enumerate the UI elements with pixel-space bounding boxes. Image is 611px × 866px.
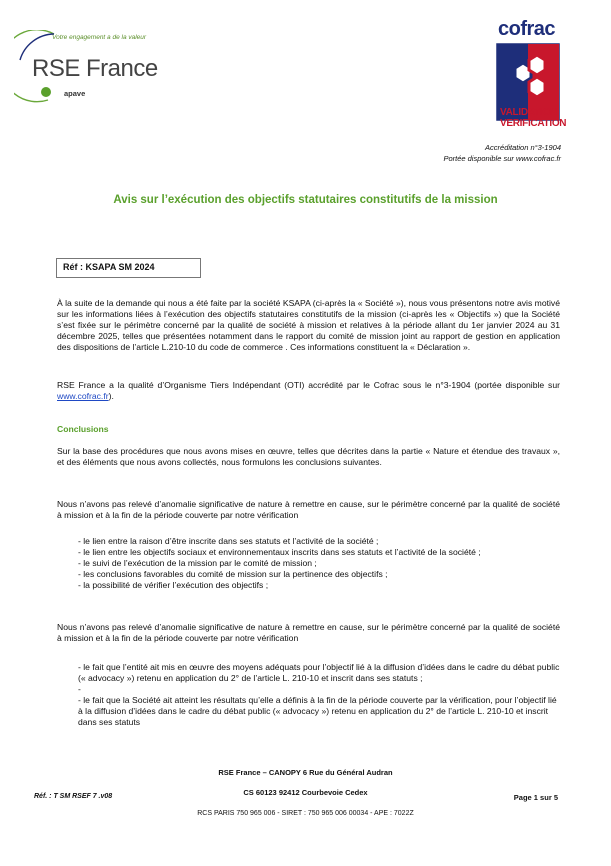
list-item: - la possibilité de vérifier l’exécution des objectifs ; [78,580,269,590]
cofrac-link[interactable]: www.cofrac.fr [57,391,109,401]
list-item: - le fait que l’entité ait mis en œuvre des moyens adéquats pour l’objectif lié à la diffusion d’idées dans le cadre du débat public (« advocacy ») retenu en application du 2° de l’article L. 210-10 et inscrit dans ses statuts ; [78,662,560,683]
conclusions-heading: Conclusions [57,424,109,434]
intro-paragraph: À la suite de la demande qui nous a été faite par la société KSAPA (ci-après la « Société »), nous vous présentons notre avis motivé sur les informations liées à l’exécution des objectifs statutaires constitutifs de la mission (ci-après les « Objectifs ») que la Société s’est fixée sur le périmètre concerné par la qualité de société à mission et relatives à la période allant du 1er janvier 2024 au 31 décembre 2025, telles que présentées notamment dans le rapport du comité de mission joint au rapport de gestion en application des dispositions de l’article L.210-10 du code de commerce . Ces informations constituent la « Déclaration ». [57,298,560,352]
logo-name: RSE France [32,55,158,82]
cofrac-validation-verification [500,107,566,129]
footer-rcs: RCS PARIS 750 965 006 - SIRET : 750 965 006 00034 - APE : 7022Z [197,810,414,817]
findings-list-2 [78,662,560,728]
logo-apave: apave [64,89,86,98]
conclusions-paragraph: Sur la base des procédures que nous avons mises en œuvre, telles que décrites dans la partie « Nature et étendue des travaux », et des éléments que nous avons collectés, nous formulons les conclusions suivantes. [57,446,560,467]
accreditation-portee: Portée disponible sur www.cofrac.fr [443,154,561,163]
oti-text: RSE France a la qualité d’Organisme Tiers Indépendant (OTI) accrédité par le Cofrac sous le n°3-1904 (portée disponible sur [57,380,560,390]
reference-box: Réf : KSAPA SM 2024 [56,258,201,278]
page-number: Page 1 sur 5 [513,793,558,802]
footer-address: RSE France – CANOPY 6 Rue du Général Audran [218,768,393,777]
list-item: - le suivi de l’exécution de la mission par le comité de mission ; [78,558,317,568]
cofrac-verification: VERIFICATION [500,118,567,129]
document-title: Avis sur l’exécution des objectifs statutaires constitutifs de la mission [113,194,498,206]
logo-tagline: Votre engagement a de la valeur [52,34,147,41]
cofrac-validation: VALIDATION [500,107,557,118]
list-item: - le lien entre les objectifs sociaux et environnementaux inscrits dans ses statuts et l’activité de la société ; [78,547,481,557]
footer-postal: CS 60123 92412 Courbevoie Cedex [243,788,368,797]
list-item: - le lien entre la raison d’être inscrite dans ses statuts et l’activité de la société ; [78,536,379,546]
cofrac-name: cofrac [498,18,556,40]
oti-text-end: ). [108,391,114,401]
no-anomaly-paragraph-2: Nous n’avons pas relevé d’anomalie significative de nature à remettre en cause, sur le périmètre concerné par la qualité de société à mission et à la fin de la période couverte par notre vérification [57,622,560,643]
accreditation-note [443,142,561,164]
footer-ref: Réf. : T SM RSEF 7 .v08 [34,793,113,800]
list-item: - les conclusions favorables du comité de mission sur la pertinence des objectifs ; [78,569,388,579]
list-item: - le fait que la Société ait atteint les résultats qu’elle a définis à la fin de la période couverte par la vérification, pour l’objectif lié à la diffusion d’idées dans le cadre du débat public (« advocacy ») retenu en application du 2° de l’article L. 210-10 et inscrit dans ses statuts [78,695,557,727]
accreditation-number: Accréditation n°3-1904 [485,143,561,152]
findings-list-1 [78,536,560,591]
list-item: - [78,684,81,694]
no-anomaly-paragraph-1: Nous n’avons pas relevé d’anomalie significative de nature à remettre en cause, sur le périmètre concerné par la qualité de société à mission et à la fin de la période couverte par notre vérification [57,499,560,520]
oti-paragraph [57,380,560,402]
